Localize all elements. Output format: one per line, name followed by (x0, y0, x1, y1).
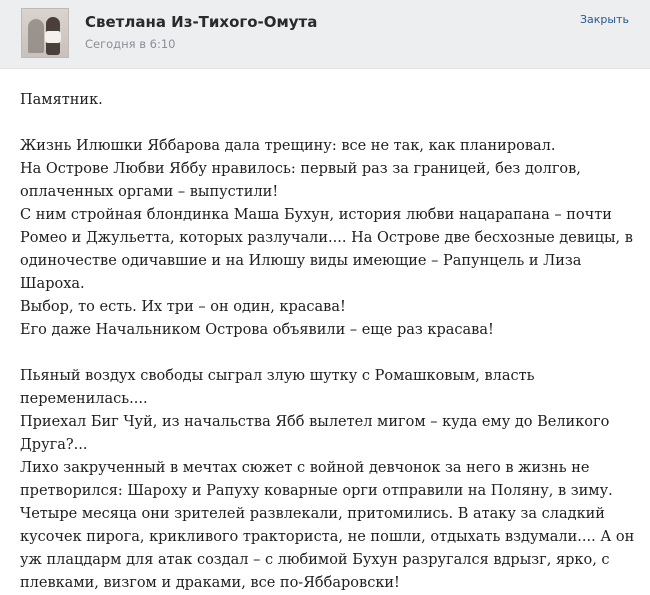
post-time[interactable]: Сегодня в 6:10 (85, 37, 176, 51)
avatar-figure-top (45, 31, 61, 43)
post-text-line: переменилась.... (20, 391, 148, 407)
post-text-line: оплаченных оргами – выпустили! (20, 184, 279, 200)
post-text-line: Лихо закрученный в мечтах сюжет с войной девчонок за него в жизнь не (20, 460, 590, 476)
avatar-shadow-silhouette (28, 19, 44, 53)
post-text-line: Шароха. (20, 276, 85, 292)
paragraph-break (20, 342, 635, 365)
post-text-line: уж плацдарм для атак создал – с любимой Бухун разругался вдрызг, ярко, с (20, 552, 610, 568)
post-text-line: Выбор, то есть. Их три – он один, красава! (20, 299, 346, 315)
post-text (20, 89, 635, 595)
post-text-line: Друга?... (20, 437, 88, 453)
post-text-line: одиночестве одичавшие и на Илюшу виды имеющие – Рапунцель и Лиза (20, 253, 582, 269)
post-text-line: Памятник. (20, 92, 103, 108)
post-text-line: Четыре месяца они зрителей развлекали, притомились. В атаку за сладкий (20, 506, 605, 522)
post-text-line: Ромео и Джульетта, которых разлучали.... На Острове две бесхозные девицы, в (20, 230, 633, 246)
post-text-line: На Острове Любви Яббу нравилось: первый раз за границей, без долгов, (20, 161, 581, 177)
post-text-line: С ним стройная блондинка Маша Бухун, история любви нацарапана – почти (20, 207, 612, 223)
post-text-line: Приехал Биг Чуй, из начальства Ябб вылетел мигом – куда ему до Великого (20, 414, 610, 430)
post-text-line: Пьяный воздух свободы сыграл злую шутку с Ромашковым, власть (20, 368, 535, 384)
author-avatar[interactable] (21, 8, 69, 58)
post-text-line: Его даже Начальником Острова объявили – еще раз красава! (20, 322, 494, 338)
post-text-line: кусочек пирога, крикливого тракториста, не пошли, отдыхать вздумали.... А он (20, 529, 635, 545)
post-text-line: претворился: Шароху и Рапуху коварные орги отправили на Поляну, в зиму. (20, 483, 613, 499)
post-header (0, 0, 650, 69)
author-name[interactable]: Светлана Из-Тихого-Омута (85, 13, 318, 31)
post-text-line: плевками, визгом и драками, все по-Яббаровски! (20, 575, 400, 591)
paragraph-break (20, 112, 635, 135)
close-button[interactable]: Закрыть (580, 13, 629, 26)
post-text-line: Жизнь Илюшки Яббарова дала трещину: все не так, как планировал. (20, 138, 556, 154)
